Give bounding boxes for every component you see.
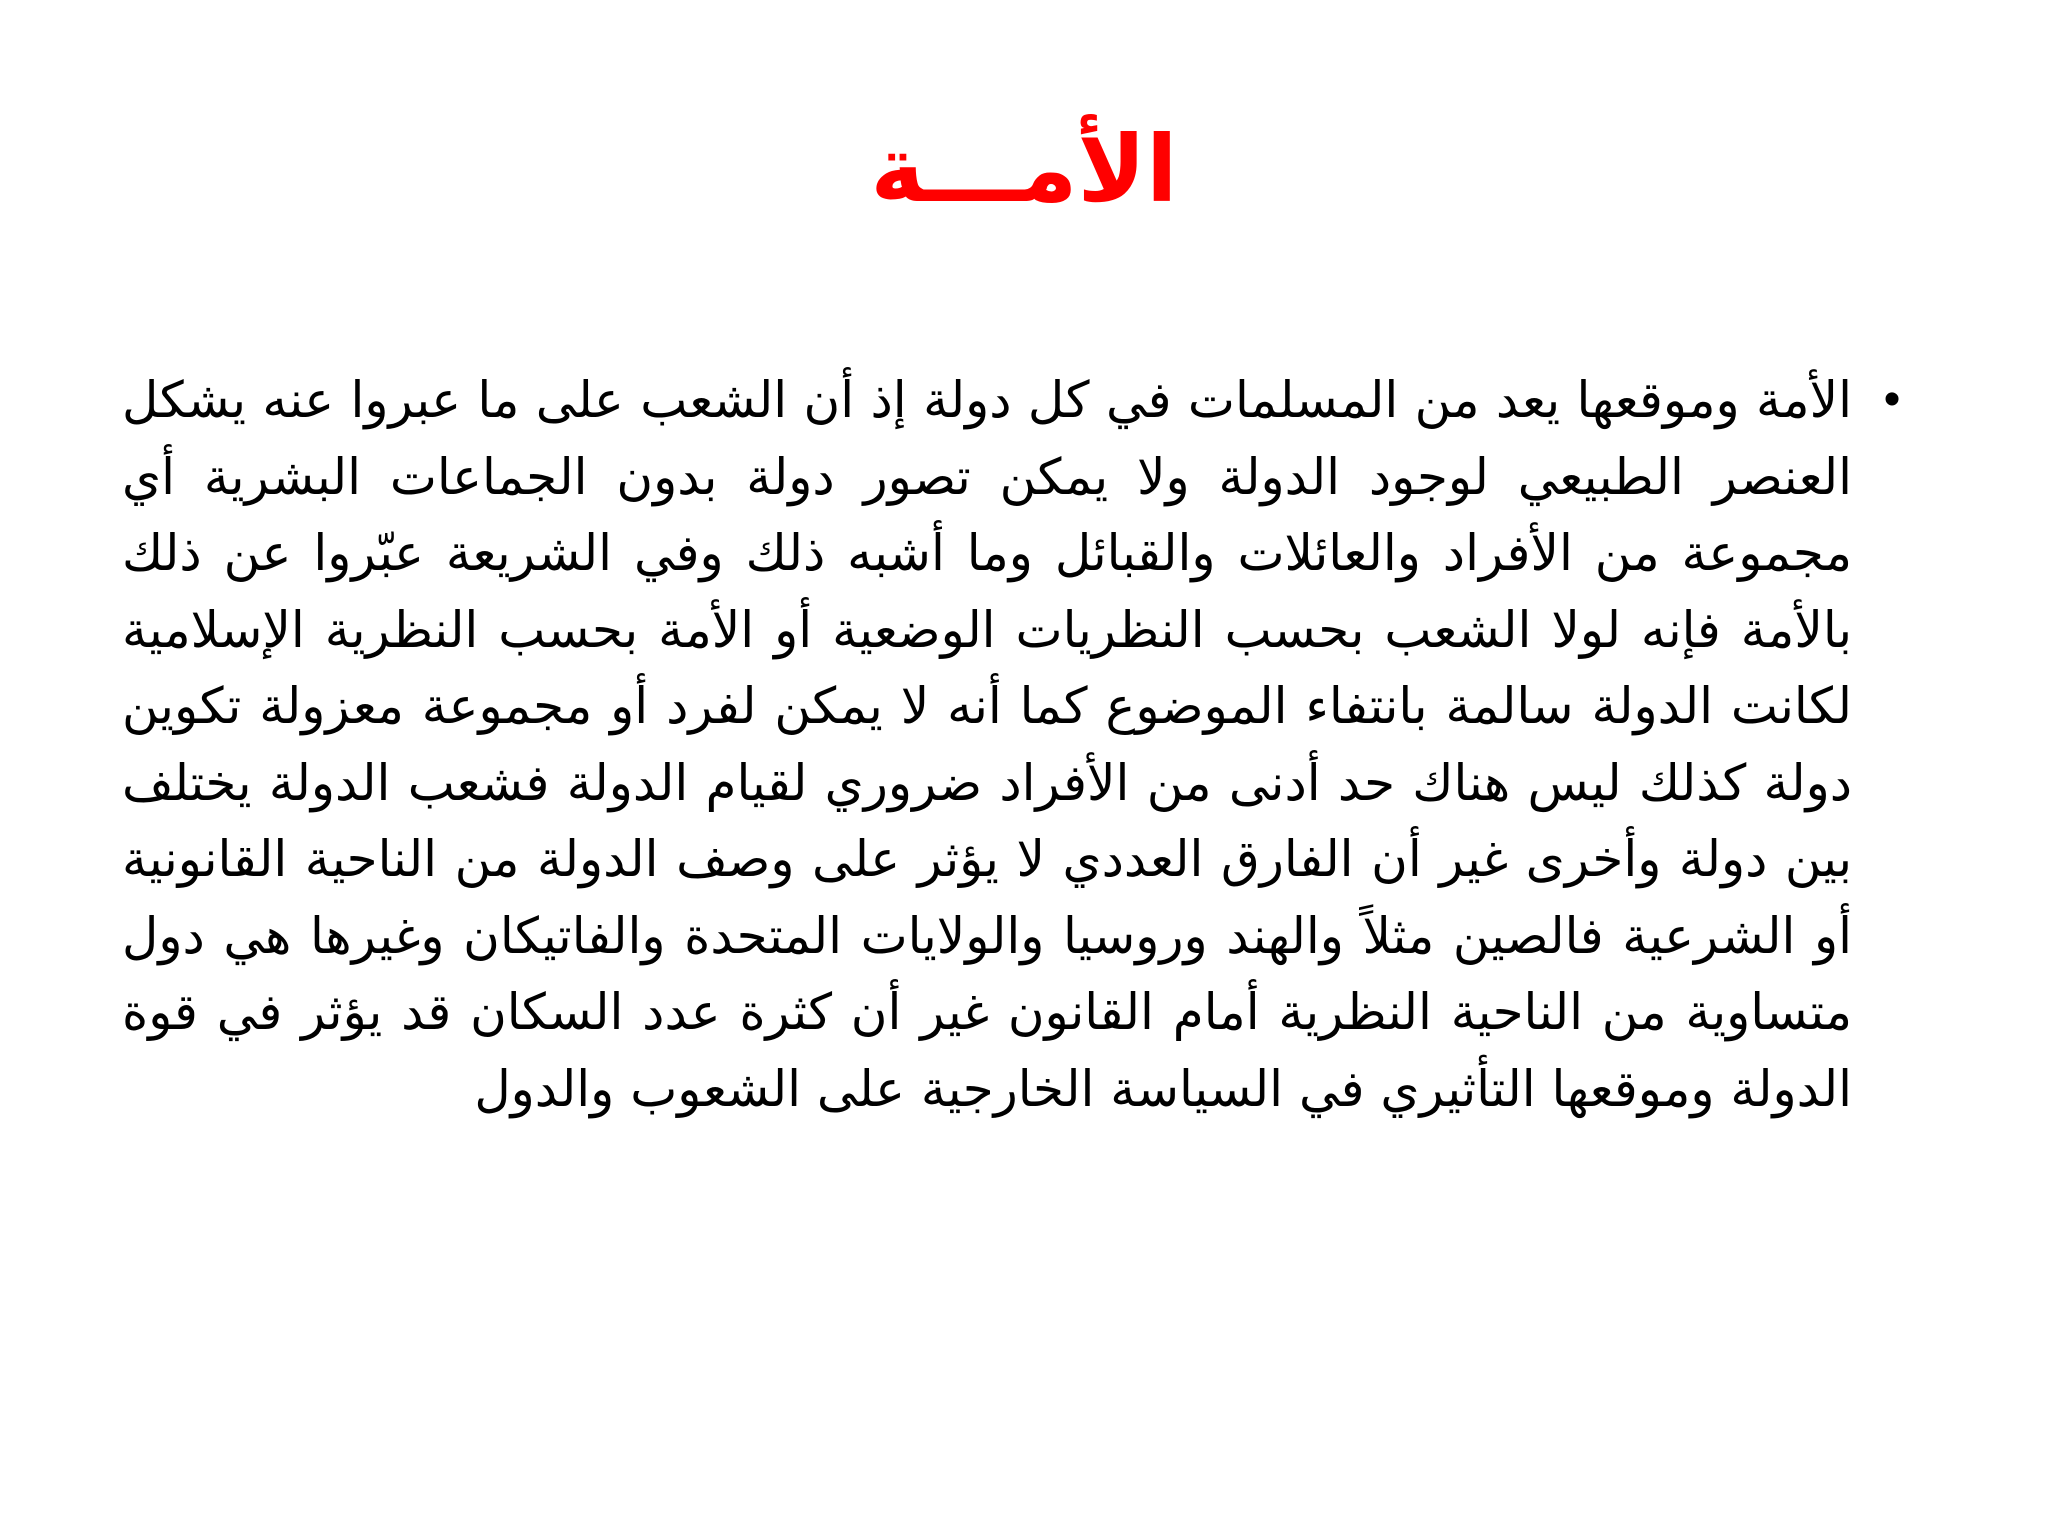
bullet-marker: • [1883,373,1901,426]
bullet-item [122,362,1932,1127]
body-paragraph: الأمة وموقعها يعد من المسلمات في كل دولة إذ أن الشعب على ما عبروا عنه يشكل العنصر الطبيعي لوجود الدولة ولا يمكن تصور دولة بدون الجماعات البشرية أي مجموعة من الأفراد والعائلات والقبائل وما أشبه ذلك وفي الشريعة عبّروا عن ذلك بالأمة فإنه لولا الشعب بحسب النظريات الوضعية أو الأمة بحسب النظرية الإسلامية لكانت الدولة سالمة بانتفاء الموضوع كما أنه لا يمكن لفرد أو مجموعة معزولة تكوين دولة كذلك ليس هناك حد أدنى من الأفراد ضروري لقيام الدولة فشعب الدولة يختلف بين دولة وأخرى غير أن الفارق العددي لا يؤثر على وصف الدولة من الناحية القانونية أو الشرعية فالصين مثلاً والهند وروسيا والولايات المتحدة والفاتيكان وغيرها هي دول متساوية من الناحية النظرية أمام القانون غير أن كثرة عدد السكان قد يؤثر في قوة الدولة وموقعها التأثيري في السياسة الخارجية على الشعوب والدول [122,371,1852,1118]
slide-body [122,362,1932,1127]
slide-title: الأمـــة [870,116,1178,223]
